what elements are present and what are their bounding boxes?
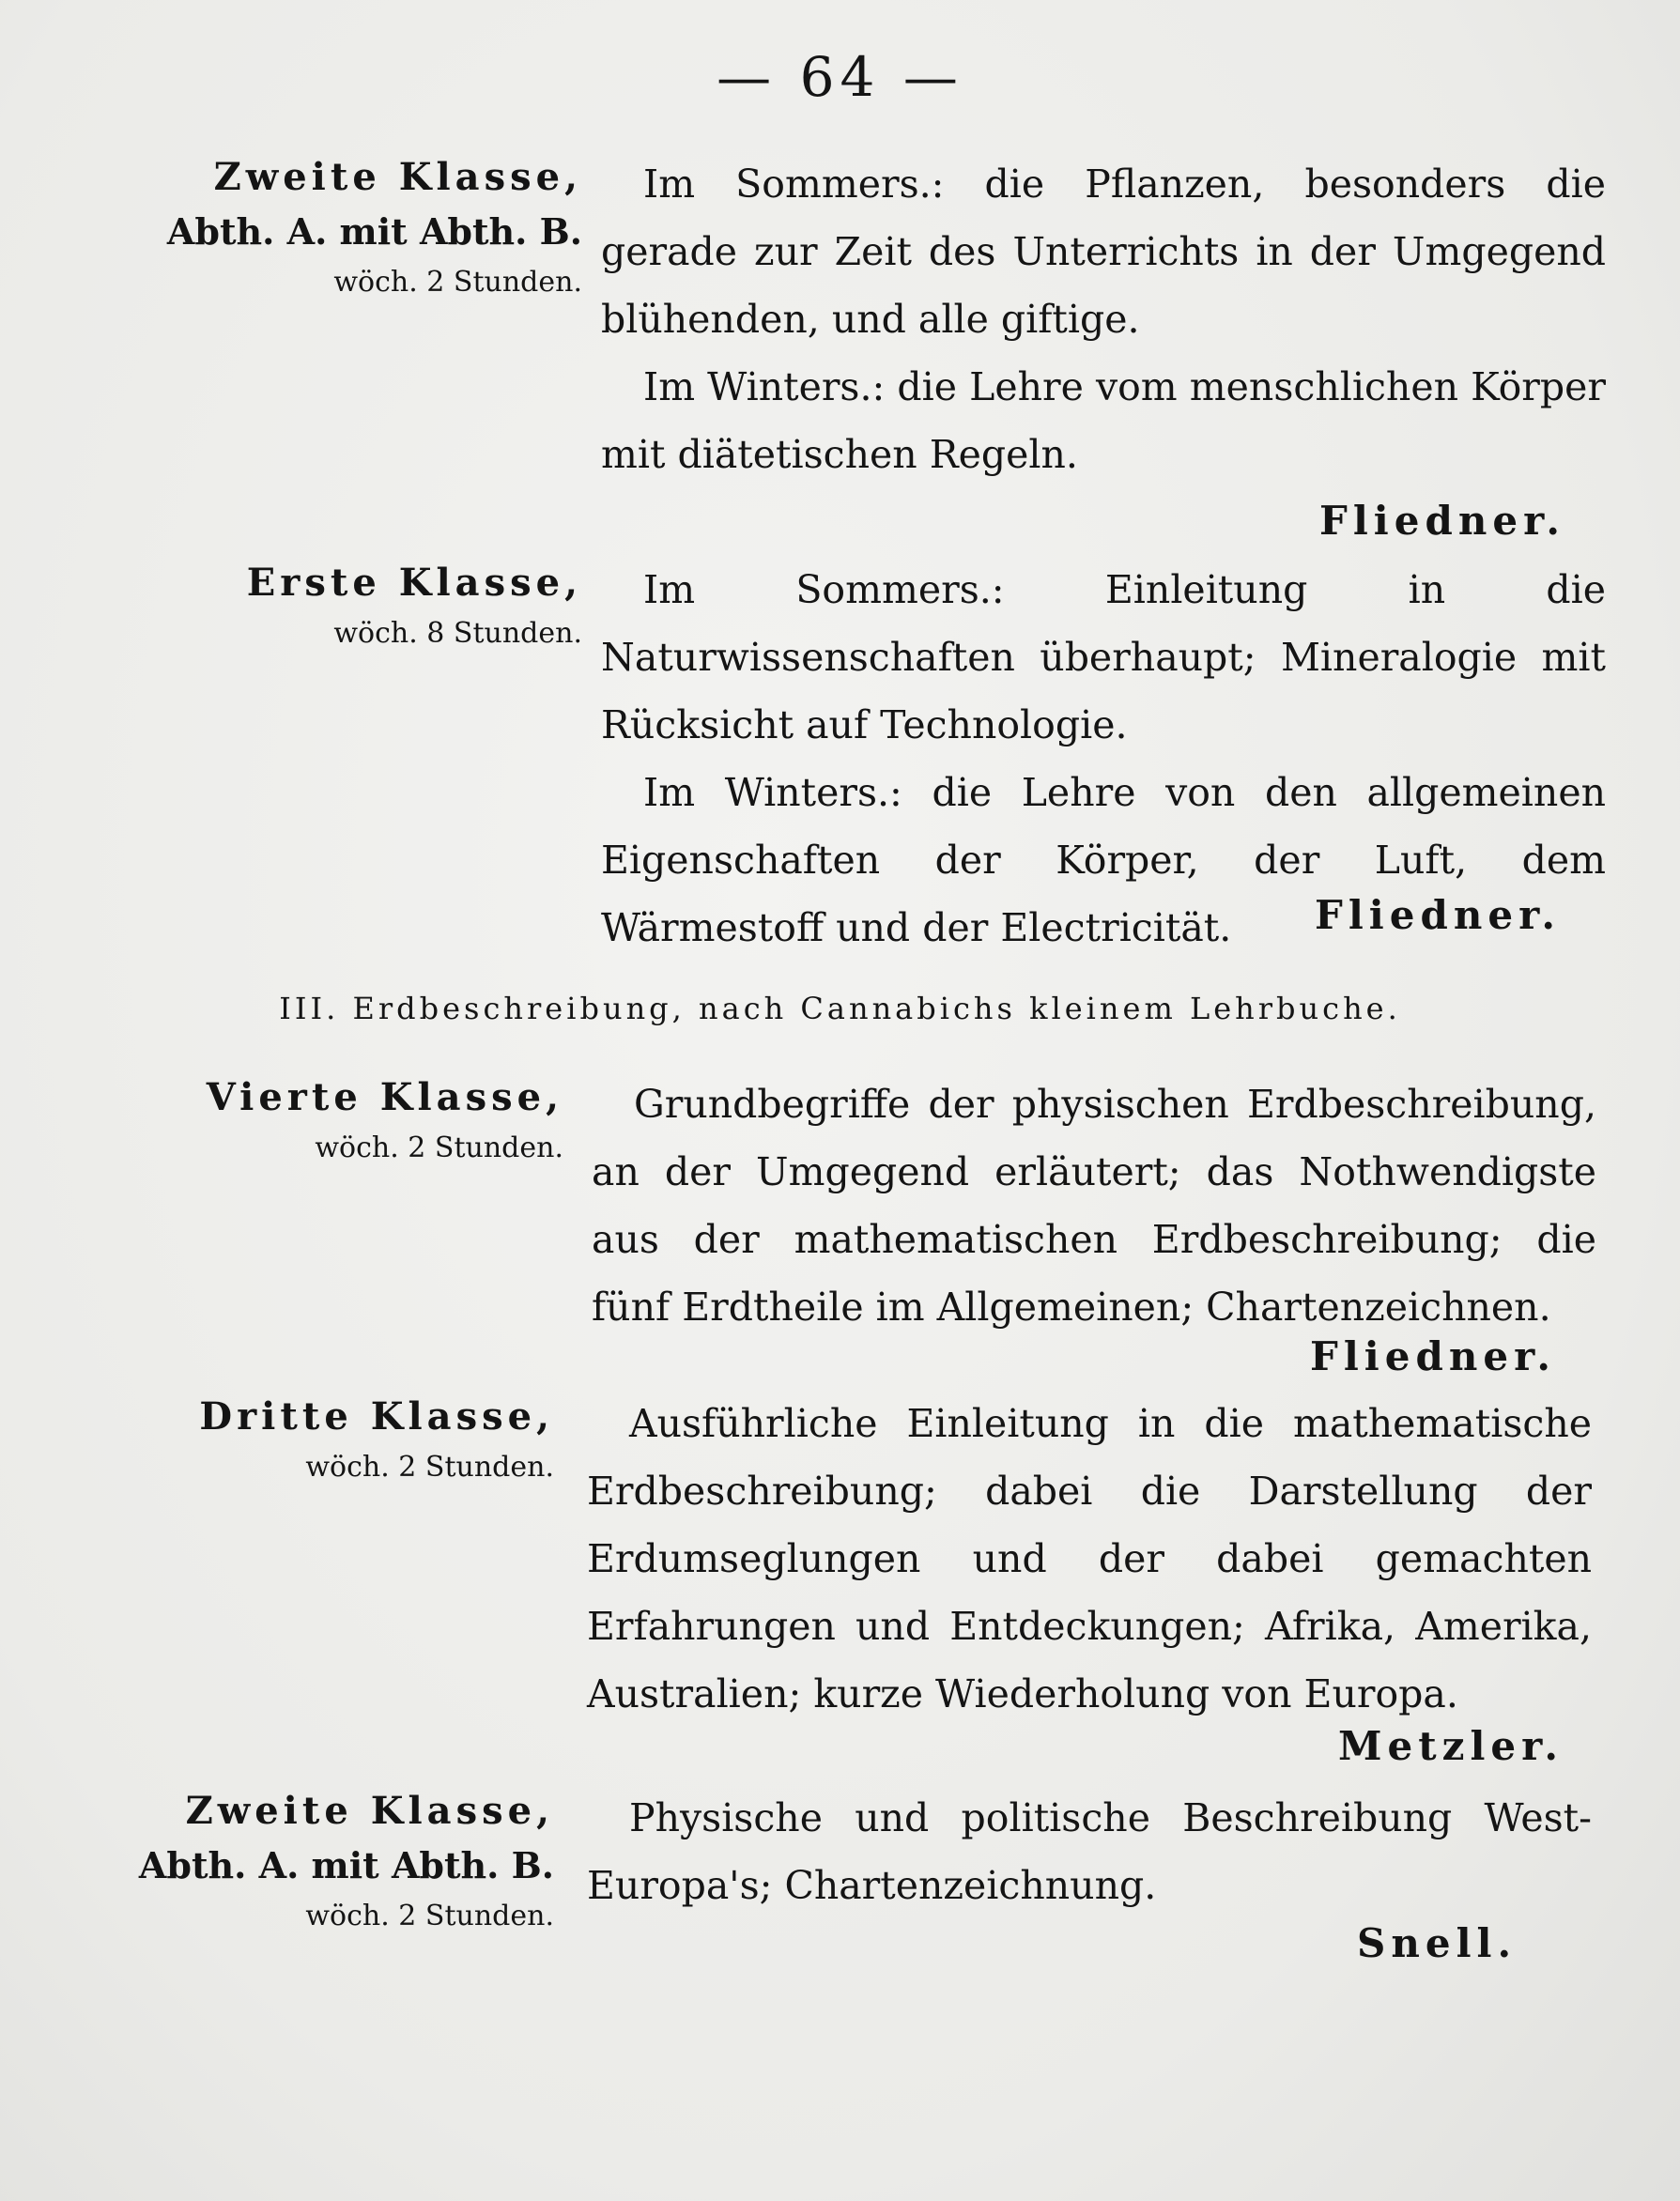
teacher-signature: Fliedner. bbox=[1319, 498, 1565, 544]
paragraph: Im Sommers.: Einleitung in die Naturwissenschaften überhaupt; Mineralogie mit Rücksicht auf Technologie. bbox=[601, 567, 1606, 747]
class-name: Zweite Klasse, bbox=[213, 155, 582, 199]
section-heading: III. Erdbeschreibung, nach Cannabichs kleinem Lehrbuche. bbox=[279, 991, 1401, 1026]
paragraph: Im Winters.: die Lehre vom menschlichen Körper mit diätetischen Regeln. bbox=[601, 364, 1606, 477]
class-hours: wöch. 2 Stunden. bbox=[305, 1451, 554, 1484]
class-label bbox=[0, 1390, 554, 1491]
class-hours: wöch. 2 Stunden. bbox=[333, 266, 582, 299]
class-name: Dritte Klasse, bbox=[199, 1394, 554, 1439]
class-label bbox=[0, 1070, 563, 1172]
class-hours: wöch. 2 Stunden. bbox=[315, 1131, 563, 1164]
paragraph: Grundbegriffe der physischen Erdbeschreibung, an der Umgegend erläutert; das Nothwendigste aus der mathematischen Erdbeschreibung; die fünf Erdtheile im Allgemeinen; Chartenzeichnen. bbox=[592, 1082, 1596, 1330]
entry-body bbox=[601, 150, 1606, 488]
entry-body bbox=[587, 1390, 1592, 1728]
paragraph: Im Winters.: die Lehre von den allgemeinen Eigenschaften der Körper, der Luft, dem Wärmestoff und der Electricität. bbox=[601, 770, 1606, 950]
paragraph: Physische und politische Beschreibung West-Europa's; Chartenzeichnung. bbox=[587, 1795, 1592, 1908]
class-subdivision: Abth. A. mit Abth. B. bbox=[138, 1844, 554, 1886]
class-label bbox=[0, 150, 582, 306]
teacher-signature: Fliedner. bbox=[1315, 892, 1561, 938]
paragraph: Ausführliche Einleitung in die mathematische Erdbeschreibung; dabei die Darstellung der Erdumseglungen und der dabei gemachten Erfahrungen und Entdeckungen; Afrika, Amerika, Australien; kurze Wiederholung von Europa. bbox=[587, 1401, 1592, 1716]
class-hours: wöch. 8 Stunden. bbox=[333, 617, 582, 650]
class-label bbox=[0, 556, 582, 657]
class-name: Zweite Klasse, bbox=[185, 1789, 554, 1833]
entry-body bbox=[592, 1070, 1596, 1341]
teacher-signature: Fliedner. bbox=[1310, 1333, 1556, 1379]
teacher-signature: Snell. bbox=[1357, 1920, 1518, 1966]
teacher-signature: Metzler. bbox=[1338, 1723, 1564, 1769]
page-number: — 64 — bbox=[717, 45, 963, 109]
paragraph: Im Sommers.: die Pflanzen, besonders die gerade zur Zeit des Unterrichts in der Umgegend blühenden, und alle giftige. bbox=[601, 162, 1606, 342]
class-subdivision: Abth. A. mit Abth. B. bbox=[166, 210, 582, 253]
entry-body bbox=[587, 1784, 1592, 1919]
class-name: Erste Klasse, bbox=[246, 561, 582, 605]
class-hours: wöch. 2 Stunden. bbox=[305, 1900, 554, 1932]
class-name: Vierte Klasse, bbox=[206, 1075, 563, 1119]
class-label bbox=[0, 1784, 554, 1940]
